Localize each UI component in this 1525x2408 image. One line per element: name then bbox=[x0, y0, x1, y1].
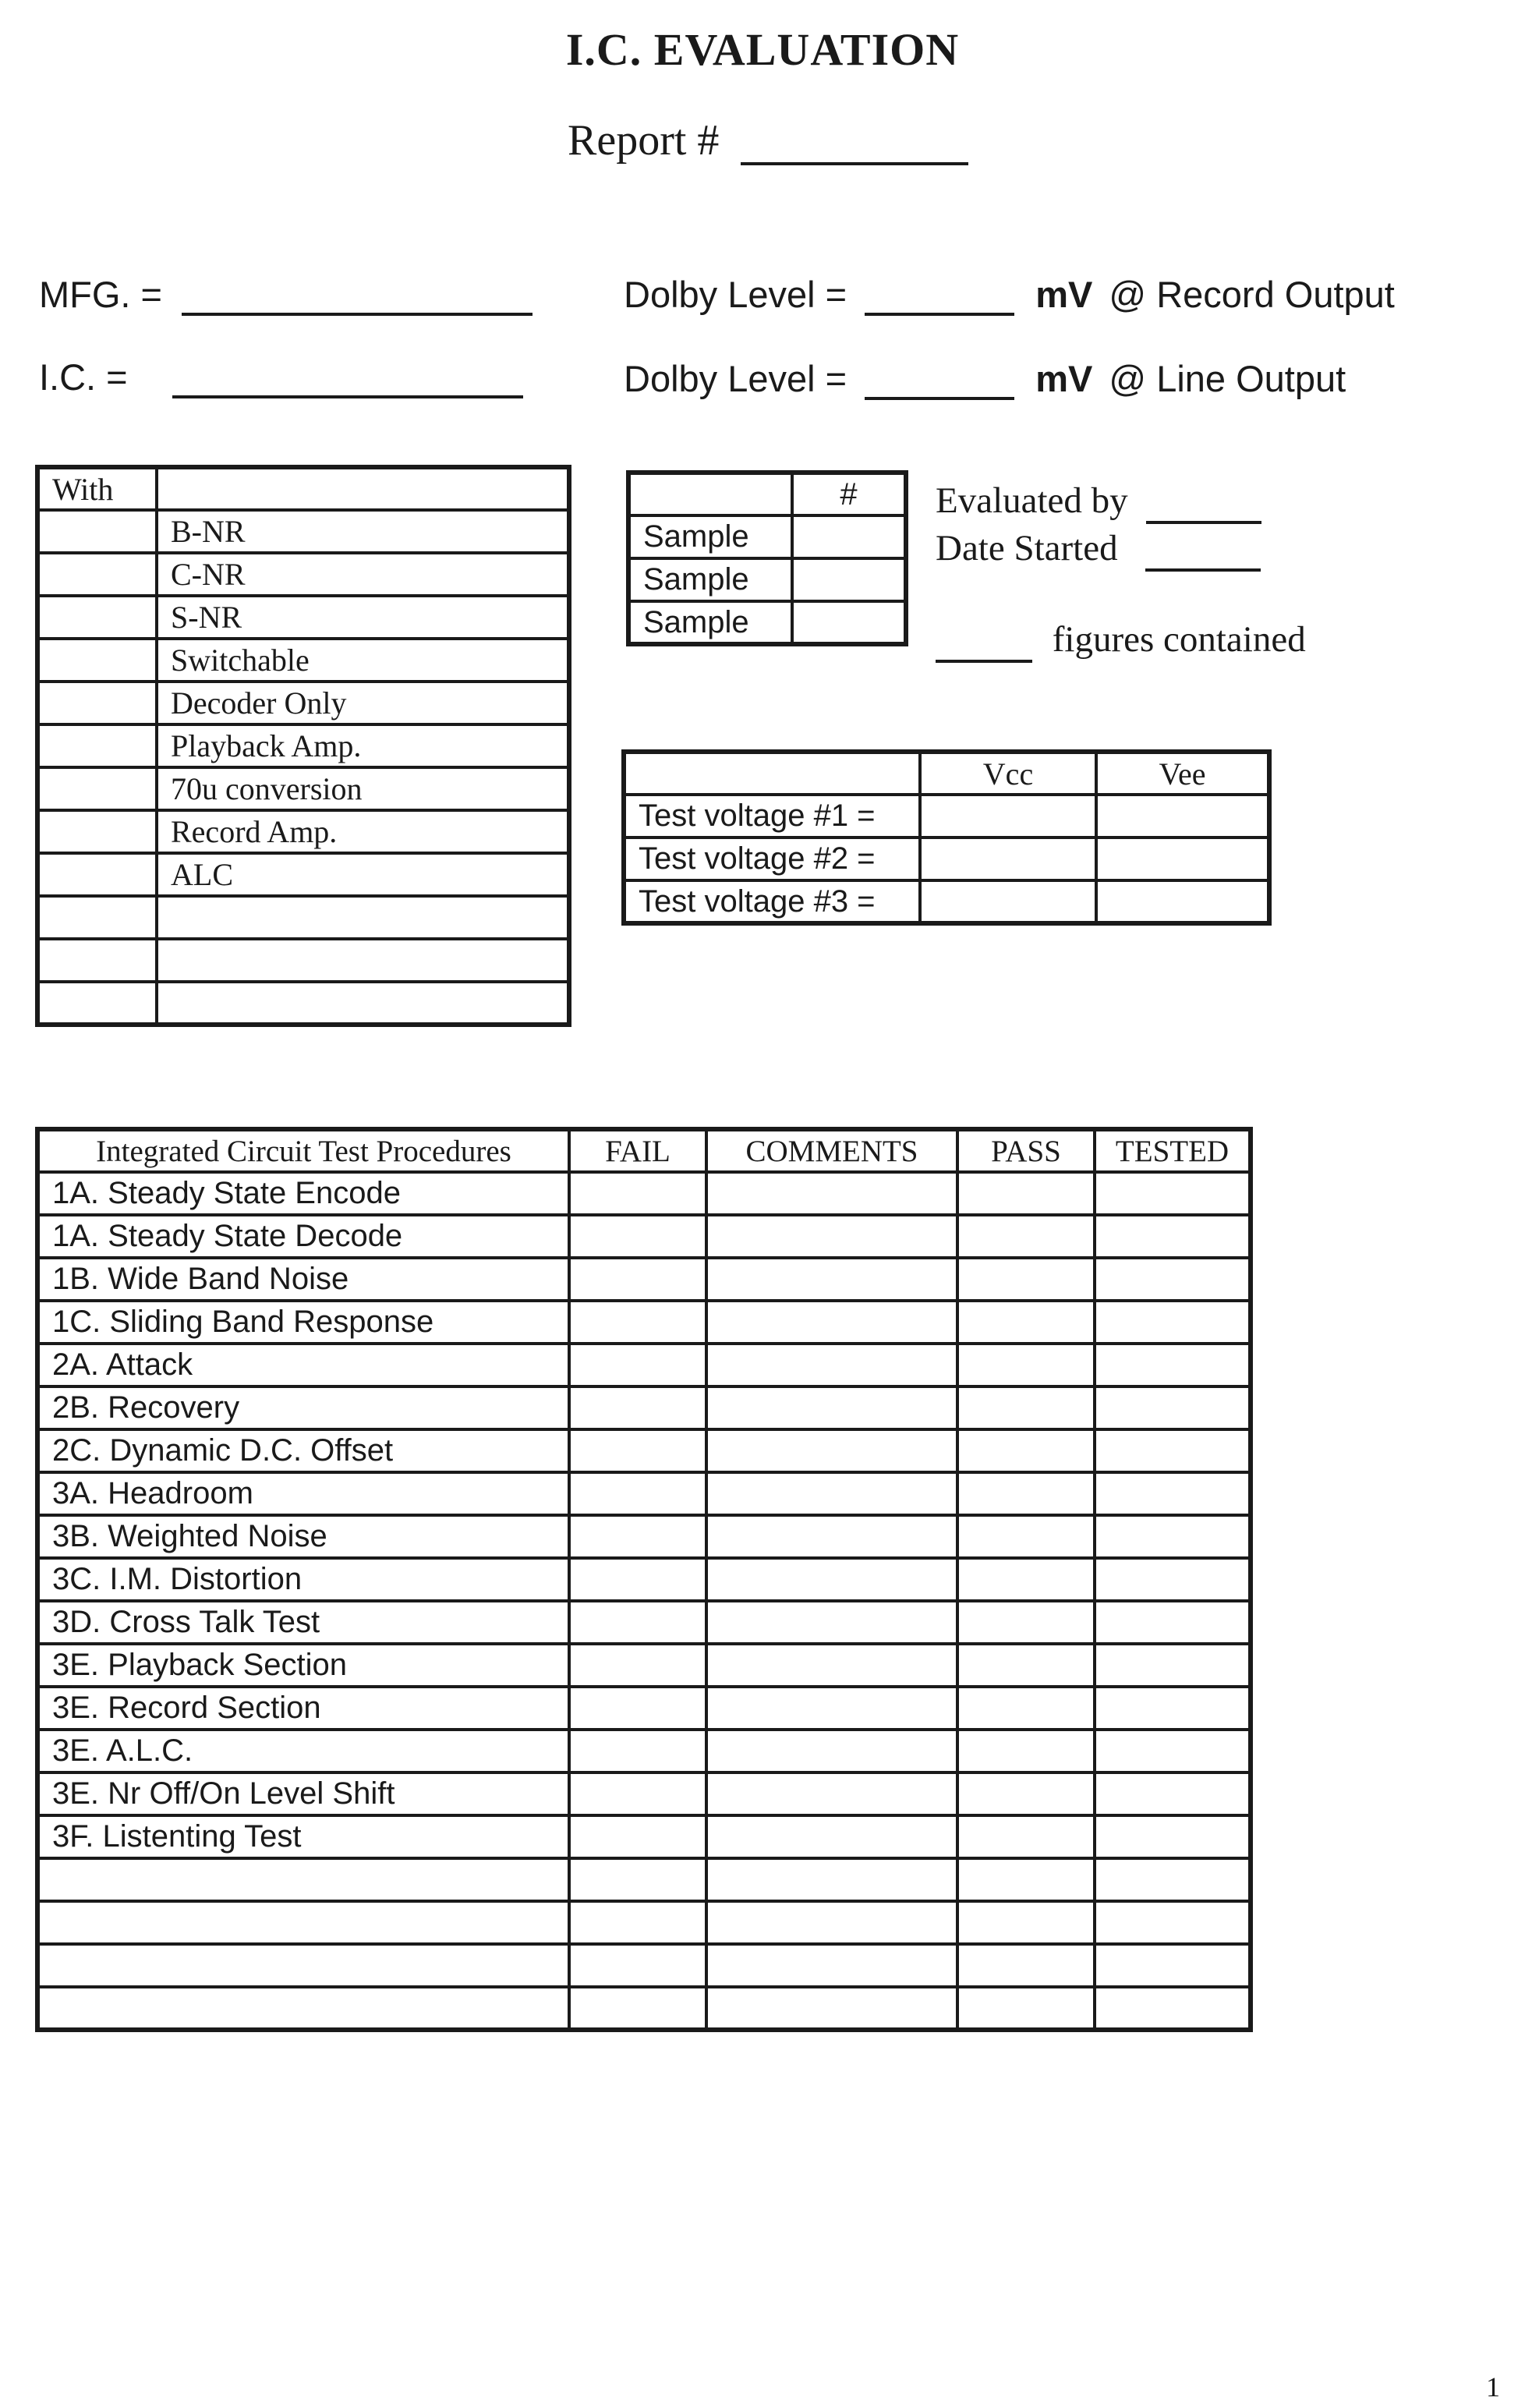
with-checkbox-cell[interactable] bbox=[37, 939, 157, 982]
with-row bbox=[37, 724, 569, 767]
sample-number-cell[interactable] bbox=[792, 601, 906, 644]
with-checkbox-cell[interactable] bbox=[37, 810, 157, 853]
tested-cell[interactable] bbox=[1095, 1215, 1251, 1258]
vcc-header: Vcc bbox=[920, 752, 1096, 795]
voltage-header-blank bbox=[624, 752, 920, 795]
with-checkbox-cell[interactable] bbox=[37, 682, 157, 724]
report-number-field bbox=[568, 115, 968, 165]
with-option-label: Playback Amp. bbox=[157, 724, 569, 767]
report-number-blank[interactable] bbox=[741, 162, 968, 165]
with-checkbox-cell[interactable] bbox=[37, 853, 157, 896]
voltage-row bbox=[624, 795, 1269, 837]
tested-cell[interactable] bbox=[1095, 1772, 1251, 1815]
with-option-label: Switchable bbox=[157, 639, 569, 682]
date-started-blank[interactable] bbox=[1145, 568, 1261, 572]
procedure-name: 3D. Cross Talk Test bbox=[37, 1601, 569, 1644]
sample-header-row bbox=[628, 473, 906, 515]
vee-cell[interactable] bbox=[1096, 795, 1269, 837]
with-checkbox-cell[interactable] bbox=[37, 724, 157, 767]
figures-contained-field bbox=[936, 616, 1306, 663]
procedure-row bbox=[37, 1772, 1251, 1815]
fail-cell[interactable] bbox=[569, 1515, 706, 1558]
dolby-line-unit: mV bbox=[1035, 358, 1093, 399]
procedure-name: 3B. Weighted Noise bbox=[37, 1515, 569, 1558]
procedures-table-body bbox=[37, 1129, 1251, 2030]
test-voltage-label: Test voltage #2 = bbox=[624, 837, 920, 880]
procedure-row bbox=[37, 1987, 1251, 2030]
sample-number-header: # bbox=[792, 473, 906, 515]
with-option-label: Decoder Only bbox=[157, 682, 569, 724]
pass-cell[interactable] bbox=[957, 1987, 1095, 2030]
pass-cell[interactable] bbox=[957, 1815, 1095, 1858]
comments-cell[interactable] bbox=[706, 1601, 957, 1644]
vcc-cell[interactable] bbox=[920, 795, 1096, 837]
date-started-field bbox=[936, 525, 1261, 572]
with-checkbox-cell[interactable] bbox=[37, 596, 157, 639]
voltage-table-body bbox=[624, 752, 1269, 923]
mfg-field bbox=[39, 273, 533, 316]
comments-cell[interactable] bbox=[706, 1515, 957, 1558]
fail-cell[interactable] bbox=[569, 1815, 706, 1858]
procedure-row bbox=[37, 1601, 1251, 1644]
tested-header: TESTED bbox=[1095, 1129, 1251, 1172]
with-checkbox-cell[interactable] bbox=[37, 553, 157, 596]
sample-label: Sample bbox=[628, 601, 792, 644]
with-table bbox=[35, 465, 571, 1027]
comments-cell[interactable] bbox=[706, 1301, 957, 1344]
evaluated-by-label: Evaluated by bbox=[936, 480, 1128, 521]
fail-cell[interactable] bbox=[569, 1301, 706, 1344]
procedure-name: 1A. Steady State Encode bbox=[37, 1172, 569, 1215]
tested-cell[interactable] bbox=[1095, 1515, 1251, 1558]
procedure-row bbox=[37, 1429, 1251, 1472]
figures-count-blank[interactable] bbox=[936, 660, 1032, 663]
tested-cell[interactable] bbox=[1095, 1386, 1251, 1429]
tested-cell[interactable] bbox=[1095, 1815, 1251, 1858]
with-row bbox=[37, 939, 569, 982]
with-option-label: S-NR bbox=[157, 596, 569, 639]
pass-cell[interactable] bbox=[957, 1172, 1095, 1215]
pass-cell[interactable] bbox=[957, 1901, 1095, 1944]
dolby-line-output: @ Line Output bbox=[1109, 358, 1346, 399]
sample-table-body bbox=[628, 473, 906, 644]
dolby-record-unit: mV bbox=[1035, 274, 1093, 315]
evaluated-by-blank[interactable] bbox=[1146, 521, 1261, 524]
mfg-blank[interactable] bbox=[182, 313, 533, 316]
dolby-record-blank[interactable] bbox=[865, 313, 1014, 316]
with-row bbox=[37, 853, 569, 896]
sample-row bbox=[628, 601, 906, 644]
voltage-row bbox=[624, 837, 1269, 880]
comments-header: COMMENTS bbox=[706, 1129, 957, 1172]
page-title: I.C. EVALUATION bbox=[565, 24, 960, 75]
ic-blank[interactable] bbox=[172, 395, 523, 398]
tested-cell[interactable] bbox=[1095, 1301, 1251, 1344]
pass-cell[interactable] bbox=[957, 1558, 1095, 1601]
fail-cell[interactable] bbox=[569, 1858, 706, 1901]
procedure-row bbox=[37, 1558, 1251, 1601]
fail-cell[interactable] bbox=[569, 1344, 706, 1386]
dolby-line-field bbox=[624, 357, 1346, 400]
with-row bbox=[37, 896, 569, 939]
with-option-label bbox=[157, 896, 569, 939]
procedure-name: 3E. A.L.C. bbox=[37, 1730, 569, 1772]
fail-cell[interactable] bbox=[569, 1730, 706, 1772]
comments-cell[interactable] bbox=[706, 1644, 957, 1687]
procedure-name bbox=[37, 1901, 569, 1944]
comments-cell[interactable] bbox=[706, 1258, 957, 1301]
vee-cell[interactable] bbox=[1096, 837, 1269, 880]
procedure-name: 3F. Listenting Test bbox=[37, 1815, 569, 1858]
procedure-name bbox=[37, 1987, 569, 2030]
procedure-name: 3E. Nr Off/On Level Shift bbox=[37, 1772, 569, 1815]
tested-cell[interactable] bbox=[1095, 1172, 1251, 1215]
with-option-label bbox=[157, 939, 569, 982]
dolby-record-label: Dolby Level = bbox=[624, 274, 847, 315]
procedure-row bbox=[37, 1687, 1251, 1730]
dolby-line-blank[interactable] bbox=[865, 397, 1014, 400]
voltage-row bbox=[624, 880, 1269, 923]
procedure-row bbox=[37, 1944, 1251, 1987]
with-row bbox=[37, 639, 569, 682]
pass-cell[interactable] bbox=[957, 1687, 1095, 1730]
page-number: 1 bbox=[1486, 2371, 1500, 2403]
procedure-name bbox=[37, 1858, 569, 1901]
voltage-header-row bbox=[624, 752, 1269, 795]
procedure-row bbox=[37, 1344, 1251, 1386]
with-header-blank bbox=[157, 467, 569, 510]
procedures-header: Integrated Circuit Test Procedures bbox=[37, 1129, 569, 1172]
with-row bbox=[37, 767, 569, 810]
procedure-name: 3C. I.M. Distortion bbox=[37, 1558, 569, 1601]
dolby-record-field bbox=[624, 273, 1395, 316]
comments-cell[interactable] bbox=[706, 1386, 957, 1429]
with-checkbox-cell[interactable] bbox=[37, 510, 157, 553]
fail-header: FAIL bbox=[569, 1129, 706, 1172]
with-checkbox-cell[interactable] bbox=[37, 639, 157, 682]
tested-cell[interactable] bbox=[1095, 1558, 1251, 1601]
fail-cell[interactable] bbox=[569, 1987, 706, 2030]
with-checkbox-cell[interactable] bbox=[37, 767, 157, 810]
fail-cell[interactable] bbox=[569, 1472, 706, 1515]
comments-cell[interactable] bbox=[706, 1215, 957, 1258]
procedure-row bbox=[37, 1386, 1251, 1429]
pass-cell[interactable] bbox=[957, 1730, 1095, 1772]
ic-label: I.C. = bbox=[39, 356, 128, 398]
with-option-label: 70u conversion bbox=[157, 767, 569, 810]
with-option-label: C-NR bbox=[157, 553, 569, 596]
vcc-cell[interactable] bbox=[920, 880, 1096, 923]
with-row bbox=[37, 982, 569, 1025]
with-header-row bbox=[37, 467, 569, 510]
fail-cell[interactable] bbox=[569, 1172, 706, 1215]
fail-cell[interactable] bbox=[569, 1901, 706, 1944]
sample-number-cell[interactable] bbox=[792, 558, 906, 601]
tested-cell[interactable] bbox=[1095, 1687, 1251, 1730]
figures-contained-label: figures contained bbox=[1052, 619, 1306, 660]
pass-header: PASS bbox=[957, 1129, 1095, 1172]
pass-cell[interactable] bbox=[957, 1386, 1095, 1429]
procedure-row bbox=[37, 1515, 1251, 1558]
with-option-label: ALC bbox=[157, 853, 569, 896]
comments-cell[interactable] bbox=[706, 1901, 957, 1944]
dolby-record-output: @ Record Output bbox=[1109, 274, 1395, 315]
sample-table bbox=[626, 470, 908, 646]
sample-label: Sample bbox=[628, 558, 792, 601]
vee-cell[interactable] bbox=[1096, 880, 1269, 923]
comments-cell[interactable] bbox=[706, 1558, 957, 1601]
procedure-name: 2A. Attack bbox=[37, 1344, 569, 1386]
fail-cell[interactable] bbox=[569, 1215, 706, 1258]
evaluated-by-field bbox=[936, 477, 1261, 524]
tested-cell[interactable] bbox=[1095, 1730, 1251, 1772]
tested-cell[interactable] bbox=[1095, 1644, 1251, 1687]
tested-cell[interactable] bbox=[1095, 1987, 1251, 2030]
pass-cell[interactable] bbox=[957, 1644, 1095, 1687]
comments-cell[interactable] bbox=[706, 1730, 957, 1772]
pass-cell[interactable] bbox=[957, 1472, 1095, 1515]
procedures-header-row bbox=[37, 1129, 1251, 1172]
sample-number-cell[interactable] bbox=[792, 515, 906, 558]
procedure-row bbox=[37, 1301, 1251, 1344]
procedure-name: 3E. Playback Section bbox=[37, 1644, 569, 1687]
with-option-label: B-NR bbox=[157, 510, 569, 553]
tested-cell[interactable] bbox=[1095, 1472, 1251, 1515]
pass-cell[interactable] bbox=[957, 1858, 1095, 1901]
procedure-name: 2B. Recovery bbox=[37, 1386, 569, 1429]
comments-cell[interactable] bbox=[706, 1858, 957, 1901]
fail-cell[interactable] bbox=[569, 1687, 706, 1730]
procedure-row bbox=[37, 1215, 1251, 1258]
procedure-name: 3E. Record Section bbox=[37, 1687, 569, 1730]
procedure-name: 2C. Dynamic D.C. Offset bbox=[37, 1429, 569, 1472]
procedure-row bbox=[37, 1472, 1251, 1515]
tested-cell[interactable] bbox=[1095, 1901, 1251, 1944]
comments-cell[interactable] bbox=[706, 1687, 957, 1730]
tested-cell[interactable] bbox=[1095, 1429, 1251, 1472]
with-row bbox=[37, 510, 569, 553]
tested-cell[interactable] bbox=[1095, 1344, 1251, 1386]
with-row bbox=[37, 810, 569, 853]
tested-cell[interactable] bbox=[1095, 1258, 1251, 1301]
with-checkbox-cell[interactable] bbox=[37, 896, 157, 939]
procedure-row bbox=[37, 1644, 1251, 1687]
test-voltage-label: Test voltage #1 = bbox=[624, 795, 920, 837]
fail-cell[interactable] bbox=[569, 1644, 706, 1687]
procedure-row bbox=[37, 1815, 1251, 1858]
procedure-row bbox=[37, 1901, 1251, 1944]
pass-cell[interactable] bbox=[957, 1344, 1095, 1386]
vcc-cell[interactable] bbox=[920, 837, 1096, 880]
with-checkbox-cell[interactable] bbox=[37, 982, 157, 1025]
comments-cell[interactable] bbox=[706, 1472, 957, 1515]
procedure-name: 1B. Wide Band Noise bbox=[37, 1258, 569, 1301]
sample-header-blank bbox=[628, 473, 792, 515]
pass-cell[interactable] bbox=[957, 1429, 1095, 1472]
procedure-row bbox=[37, 1172, 1251, 1215]
procedures-table bbox=[35, 1127, 1253, 2032]
fail-cell[interactable] bbox=[569, 1558, 706, 1601]
dolby-line-label: Dolby Level = bbox=[624, 358, 847, 399]
procedure-name: 1A. Steady State Decode bbox=[37, 1215, 569, 1258]
pass-cell[interactable] bbox=[957, 1515, 1095, 1558]
pass-cell[interactable] bbox=[957, 1601, 1095, 1644]
fail-cell[interactable] bbox=[569, 1944, 706, 1987]
with-header: With bbox=[37, 467, 157, 510]
with-option-label bbox=[157, 982, 569, 1025]
with-row bbox=[37, 596, 569, 639]
sample-label: Sample bbox=[628, 515, 792, 558]
date-started-label: Date Started bbox=[936, 528, 1118, 568]
comments-cell[interactable] bbox=[706, 1987, 957, 2030]
procedure-name: 1C. Sliding Band Response bbox=[37, 1301, 569, 1344]
fail-cell[interactable] bbox=[569, 1601, 706, 1644]
tested-cell[interactable] bbox=[1095, 1601, 1251, 1644]
comments-cell[interactable] bbox=[706, 1815, 957, 1858]
vee-header: Vee bbox=[1096, 752, 1269, 795]
comments-cell[interactable] bbox=[706, 1772, 957, 1815]
sample-row bbox=[628, 515, 906, 558]
procedure-row bbox=[37, 1258, 1251, 1301]
mfg-label: MFG. = bbox=[39, 274, 162, 315]
procedure-row bbox=[37, 1730, 1251, 1772]
procedure-name bbox=[37, 1944, 569, 1987]
fail-cell[interactable] bbox=[569, 1258, 706, 1301]
comments-cell[interactable] bbox=[706, 1344, 957, 1386]
pass-cell[interactable] bbox=[957, 1215, 1095, 1258]
pass-cell[interactable] bbox=[957, 1258, 1095, 1301]
ic-field bbox=[39, 356, 523, 398]
with-row bbox=[37, 553, 569, 596]
tested-cell[interactable] bbox=[1095, 1944, 1251, 1987]
report-label: Report # bbox=[568, 116, 720, 165]
with-option-label: Record Amp. bbox=[157, 810, 569, 853]
procedure-name: 3A. Headroom bbox=[37, 1472, 569, 1515]
fail-cell[interactable] bbox=[569, 1386, 706, 1429]
sample-row bbox=[628, 558, 906, 601]
comments-cell[interactable] bbox=[706, 1944, 957, 1987]
pass-cell[interactable] bbox=[957, 1772, 1095, 1815]
tested-cell[interactable] bbox=[1095, 1858, 1251, 1901]
comments-cell[interactable] bbox=[706, 1429, 957, 1472]
test-voltage-label: Test voltage #3 = bbox=[624, 880, 920, 923]
pass-cell[interactable] bbox=[957, 1301, 1095, 1344]
with-table-body bbox=[37, 467, 569, 1025]
voltage-table bbox=[621, 749, 1272, 926]
with-row bbox=[37, 682, 569, 724]
procedure-row bbox=[37, 1858, 1251, 1901]
fail-cell[interactable] bbox=[569, 1772, 706, 1815]
comments-cell[interactable] bbox=[706, 1172, 957, 1215]
fail-cell[interactable] bbox=[569, 1429, 706, 1472]
pass-cell[interactable] bbox=[957, 1944, 1095, 1987]
